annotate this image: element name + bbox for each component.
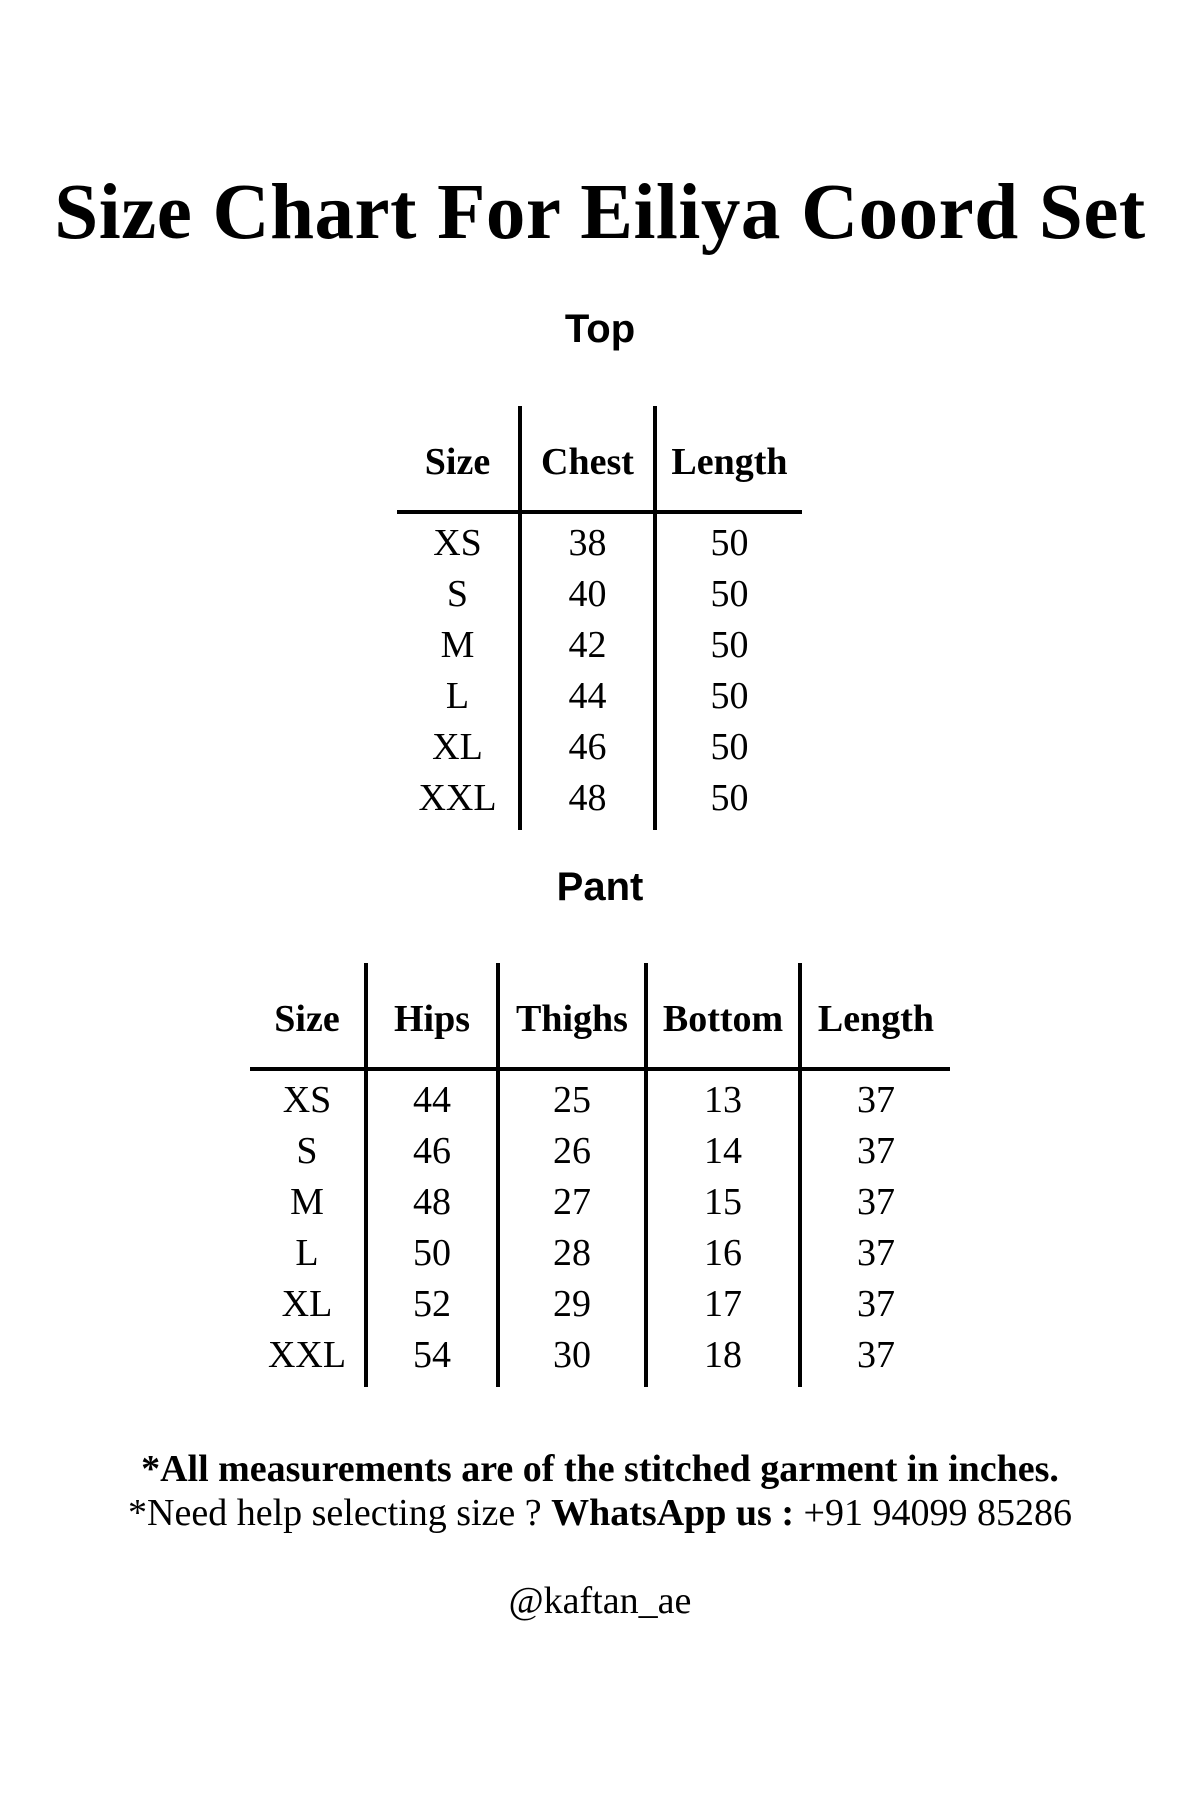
table-row	[397, 620, 802, 671]
table-row	[250, 1177, 950, 1228]
table-cell: XXL	[397, 773, 520, 830]
page-title: Size Chart For Eiliya Coord Set	[54, 169, 1146, 256]
column-header-size: Size	[250, 963, 366, 1069]
table-cell: 37	[857, 1079, 895, 1121]
whatsapp-label: WhatsApp us :	[551, 1492, 795, 1534]
table-cell: 50	[710, 726, 749, 768]
table-cell: 26	[498, 1126, 646, 1177]
column-header-chest: Chest	[520, 406, 655, 512]
column-header-size: Size	[397, 406, 520, 512]
table-row	[250, 1330, 950, 1387]
phone-number: +91 94099 85286	[794, 1492, 1072, 1534]
help-note	[0, 1490, 1200, 1536]
table-cell: 16	[646, 1228, 800, 1279]
social-handle: @kaftan_ae	[508, 1580, 692, 1622]
column-header-length: Length	[800, 963, 950, 1069]
table-row	[397, 722, 802, 773]
table-cell: 38	[520, 512, 655, 569]
table-cell: 50	[710, 624, 749, 666]
pant-size-table	[250, 963, 950, 1387]
table-cell: 40	[520, 569, 655, 620]
table-cell: 37	[857, 1334, 895, 1376]
table-cell: 52	[366, 1279, 498, 1330]
pant-section-title: Pant	[556, 865, 644, 909]
table-cell: S	[250, 1126, 366, 1177]
table-cell: 13	[646, 1069, 800, 1126]
table-cell: 42	[520, 620, 655, 671]
table-cell: 29	[498, 1279, 646, 1330]
table-cell: 46	[366, 1126, 498, 1177]
table-cell: XXL	[250, 1330, 366, 1387]
table-cell: 37	[857, 1232, 895, 1274]
table-cell: 44	[520, 671, 655, 722]
table-row	[397, 569, 802, 620]
table-cell: 15	[646, 1177, 800, 1228]
table-cell: 50	[710, 777, 749, 819]
table-row	[250, 1279, 950, 1330]
table-row	[250, 1126, 950, 1177]
table-cell: 17	[646, 1279, 800, 1330]
table-row	[397, 512, 802, 569]
top-section-title: Top	[564, 307, 636, 351]
table-cell: 48	[366, 1177, 498, 1228]
table-header-row	[250, 963, 950, 1069]
table-cell: 37	[857, 1181, 895, 1223]
table-cell: S	[397, 569, 520, 620]
table-cell: 28	[498, 1228, 646, 1279]
column-header-bottom: Bottom	[646, 963, 800, 1069]
help-prefix: *Need help selecting size ?	[128, 1492, 552, 1534]
table-cell: L	[250, 1228, 366, 1279]
measurement-note: *All measurements are of the stitched garment in inches.	[141, 1448, 1059, 1490]
table-row	[397, 773, 802, 830]
table-cell: 50	[710, 675, 749, 717]
table-cell: XL	[250, 1279, 366, 1330]
table-cell: 37	[857, 1283, 895, 1325]
column-header-hips: Hips	[366, 963, 498, 1069]
table-row	[397, 671, 802, 722]
column-header-thighs: Thighs	[498, 963, 646, 1069]
table-cell: 50	[710, 573, 749, 615]
table-cell: 27	[498, 1177, 646, 1228]
table-cell: 25	[498, 1069, 646, 1126]
table-cell: 50	[710, 522, 749, 564]
table-cell: 44	[366, 1069, 498, 1126]
table-cell: M	[397, 620, 520, 671]
table-cell: 30	[498, 1330, 646, 1387]
table-cell: 48	[520, 773, 655, 830]
table-cell: XL	[397, 722, 520, 773]
table-cell: XS	[250, 1069, 366, 1126]
table-row	[250, 1069, 950, 1126]
table-cell: 50	[366, 1228, 498, 1279]
table-row	[250, 1228, 950, 1279]
table-cell: 14	[646, 1126, 800, 1177]
table-cell: 46	[520, 722, 655, 773]
table-cell: 37	[857, 1130, 895, 1172]
table-cell: L	[397, 671, 520, 722]
table-cell: 54	[366, 1330, 498, 1387]
table-cell: 18	[646, 1330, 800, 1387]
table-cell: M	[250, 1177, 366, 1228]
column-header-length: Length	[655, 406, 802, 512]
top-size-table	[397, 406, 802, 830]
table-header-row	[397, 406, 802, 512]
table-cell: XS	[397, 512, 520, 569]
